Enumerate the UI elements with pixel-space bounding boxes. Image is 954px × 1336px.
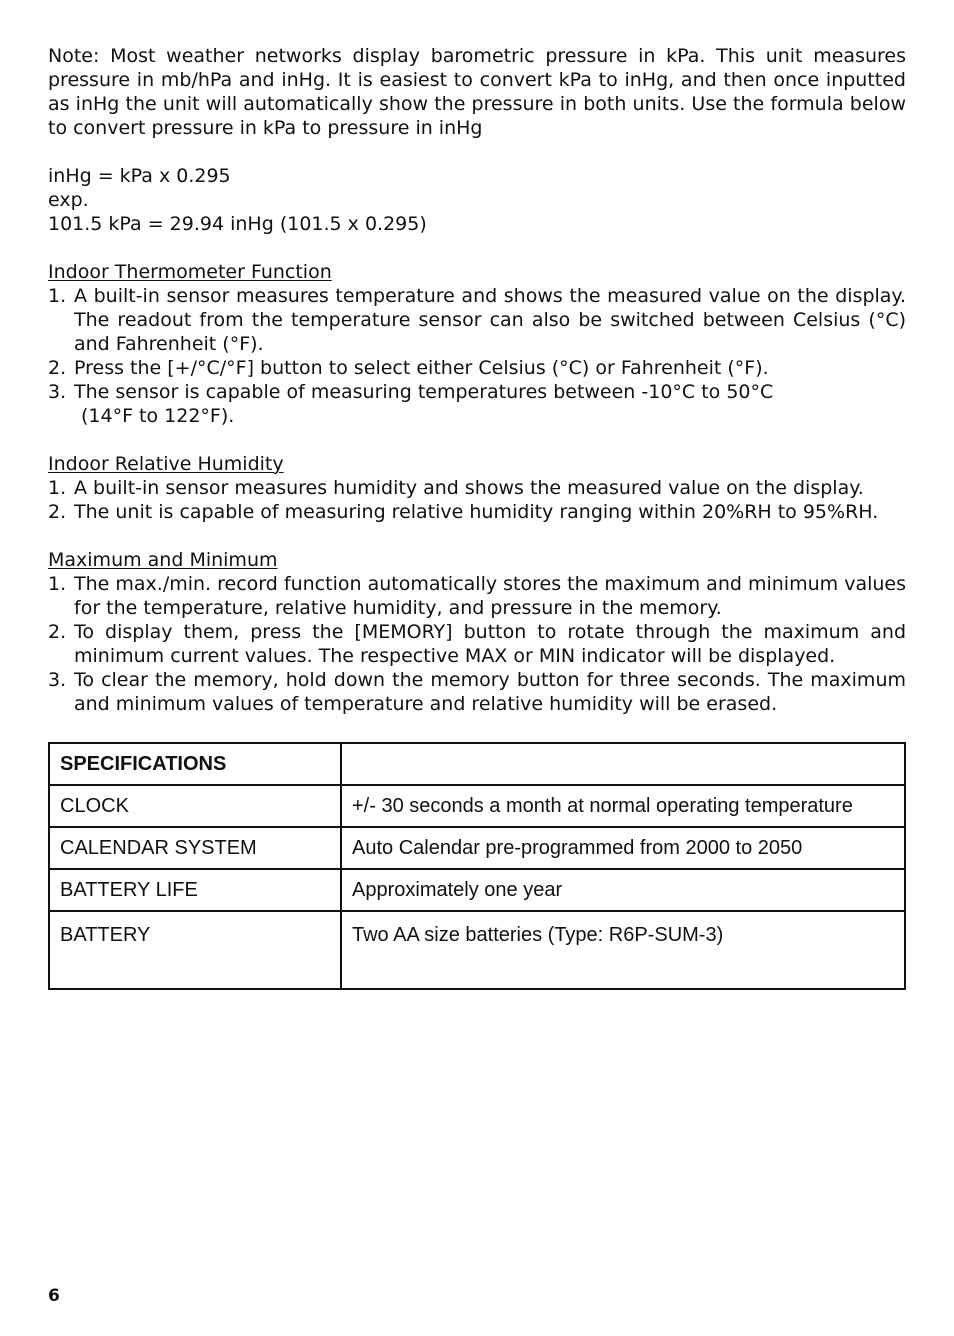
list-item: 2. To display them, press the [MEMORY] button to rotate through the maximum and minimum current values. The respective MAX or MIN indicator will be displayed. <box>48 621 906 667</box>
table-row <box>49 869 905 911</box>
spec-value: Auto Calendar pre-programmed from 2000 to 2050 <box>341 827 905 869</box>
table-header-row <box>49 743 905 785</box>
spec-label: BATTERY LIFE <box>49 869 341 911</box>
spec-label: CALENDAR SYSTEM <box>49 827 341 869</box>
spec-label: CLOCK <box>49 785 341 827</box>
page-number: 6 <box>48 1286 60 1306</box>
humidity-list <box>48 476 906 524</box>
list-item: 1. The max./min. record function automatically stores the maximum and minimum values for the temperature, relative humidity, and pressure in the memory. <box>48 573 906 619</box>
section-heading-humidity: Indoor Relative Humidity <box>48 453 284 475</box>
spec-value: +/- 30 seconds a month at normal operating temperature <box>341 785 905 827</box>
list-item: 3. To clear the memory, hold down the memory button for three seconds. The maximum and minimum values of temperature and relative humidity will be erased. <box>48 669 906 715</box>
section-heading-thermometer: Indoor Thermometer Function <box>48 261 332 283</box>
list-item: 3. The sensor is capable of measuring temperatures between -10°C to 50°C (14°F to 122°F). <box>48 381 774 427</box>
list-item: 1. A built-in sensor measures temperature and shows the measured value on the display. The readout from the temperature sensor can also be switched between Celsius (°C) and Fahrenheit (°F). <box>48 285 906 355</box>
table-row <box>49 827 905 869</box>
formula-example-label: exp. <box>48 189 89 211</box>
formula-example: 101.5 kPa = 29.94 inHg (101.5 x 0.295) <box>48 213 427 235</box>
table-header-empty-cell <box>341 743 905 785</box>
formula-line: inHg = kPa x 0.295 <box>48 165 231 187</box>
spec-value: Approximately one year <box>341 869 905 911</box>
section-heading-maxmin: Maximum and Minimum <box>48 549 278 571</box>
spec-value: Two AA size batteries (Type: R6P-SUM-3) <box>341 911 905 989</box>
list-item: 1. A built-in sensor measures humidity and shows the measured value on the display. <box>48 477 864 499</box>
table-header-cell: SPECIFICATIONS <box>49 743 341 785</box>
list-item: 2. The unit is capable of measuring relative humidity ranging within 20%RH to 95%RH. <box>48 501 879 523</box>
maxmin-list <box>48 572 906 716</box>
thermometer-list <box>48 284 906 428</box>
specifications-table <box>48 742 906 990</box>
spec-label: BATTERY <box>49 911 341 989</box>
list-item: 2. Press the [+/°C/°F] button to select either Celsius (°C) or Fahrenheit (°F). <box>48 357 769 379</box>
document-page <box>48 44 906 716</box>
table-row <box>49 911 905 989</box>
note-paragraph: Note: Most weather networks display barometric pressure in kPa. This unit measures pressure in mb/hPa and inHg. It is easiest to convert kPa to inHg, and then once inputted as inHg the unit will automatically show the pressure in both units. Use the formula below to convert pressure in kPa to pressure in inHg <box>48 45 906 139</box>
table-row <box>49 785 905 827</box>
